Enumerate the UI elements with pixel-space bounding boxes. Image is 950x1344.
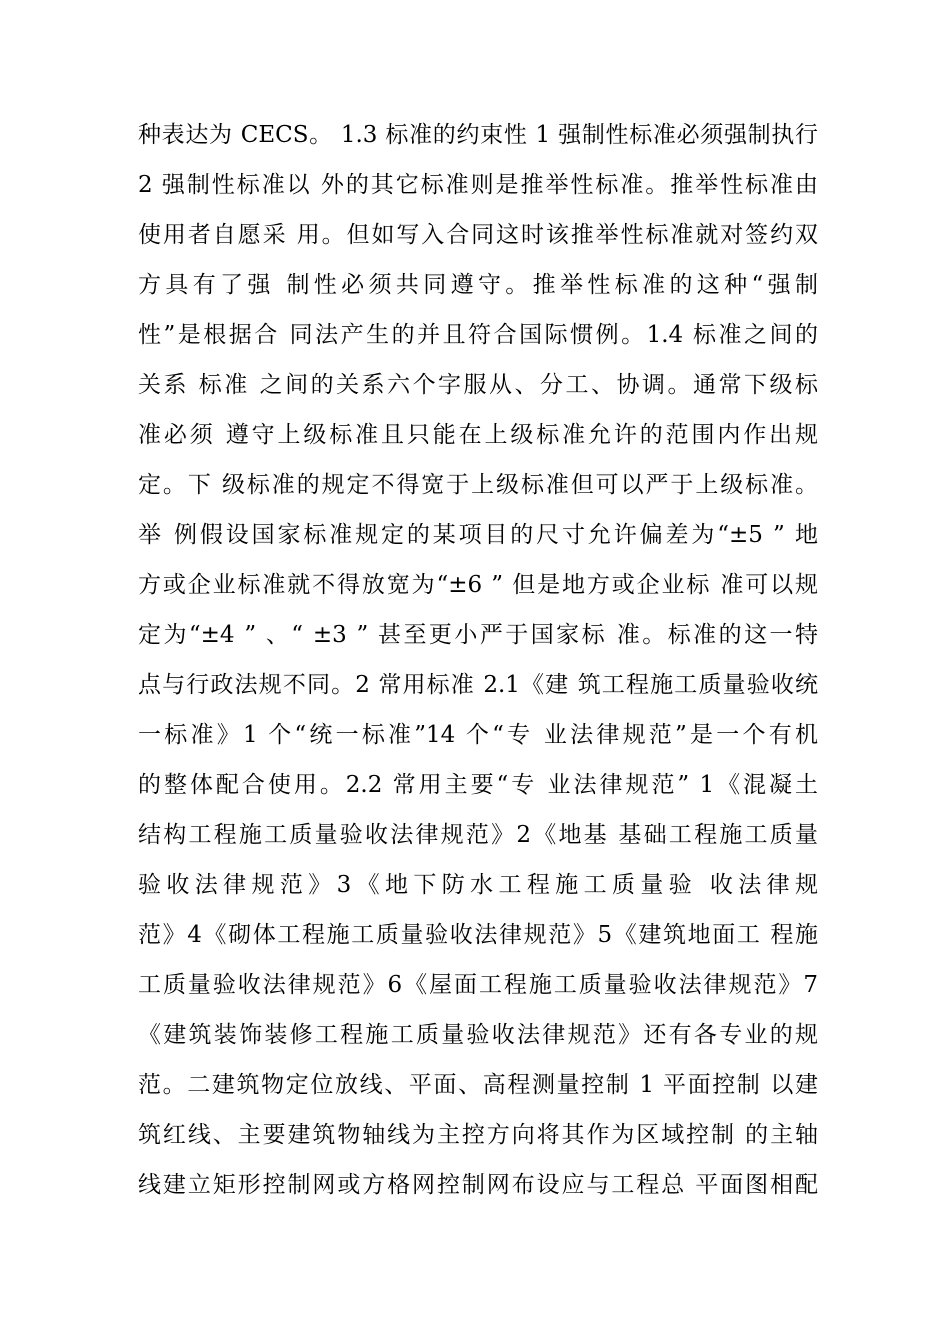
text-line: 范》4《砌体工程施工质量验收法律规范》5《建筑地面工 程施 [138,922,818,948]
text-line: 举 例假设国家标准规定的某项目的尺寸允许偏差为“±5 ” 地 [138,522,818,548]
text-line: 定为“±4 ” 、“ ±3 ” 甚至更小严于国家标 准。标准的这一特 [138,622,818,648]
text-line: 使用者自愿采 用。但如写入合同这时该推举性标准就对签约双 [138,222,818,248]
text-line: 《建筑装饰装修工程施工质量验收法律规范》还有各专业的规 [138,1022,818,1048]
text-line: 筑红线、主要建筑物轴线为主控方向将其作为区域控制 的主轴 [138,1122,818,1148]
text-line: 点与行政法规不同。2 常用标准 2.1《建 筑工程施工质量验收统 [138,672,818,698]
text-line: 的整体配合使用。2.2 常用主要“专 业法律规范” 1《混凝土 [138,772,818,798]
text-line: 线建立矩形控制网或方格网控制网布设应与工程总 平面图相配 [138,1172,818,1198]
text-line: 结构工程施工质量验收法律规范》2《地基 基础工程施工质量 [138,822,818,848]
text-line: 2 强制性标准以 外的其它标准则是推举性标准。推举性标准由 [138,172,818,198]
text-line: 验收法律规范》3《地下防水工程施工质量验 收法律规 [138,872,818,898]
text-line: 工质量验收法律规范》6《屋面工程施工质量验收法律规范》7 [138,972,818,998]
text-line: 范。二建筑物定位放线、平面、高程测量控制 1 平面控制 以建 [138,1072,818,1098]
text-line: 准必须 遵守上级标准且只能在上级标准允许的范围内作出规 [138,422,818,448]
text-line: 定。下 级标准的规定不得宽于上级标准但可以严于上级标准。 [138,472,818,498]
text-line: 性”是根据合 同法产生的并且符合国际惯例。1.4 标准之间的 [138,322,818,348]
text-line: 方或企业标准就不得放宽为“±6 ” 但是地方或企业标 准可以规 [138,572,818,598]
text-line: 一标准》1 个“统一标准”14 个“专 业法律规范”是一个有机 [138,722,818,748]
body-text [138,110,818,1210]
text-line: 方具有了强 制性必须共同遵守。推举性标准的这种“强制 [138,272,818,298]
text-line: 种表达为 CECS。 1.3 标准的约束性 1 强制性标准必须强制执行 [138,122,818,148]
text-line: 关系 标准 之间的关系六个字服从、分工、协调。通常下级标 [138,372,818,398]
